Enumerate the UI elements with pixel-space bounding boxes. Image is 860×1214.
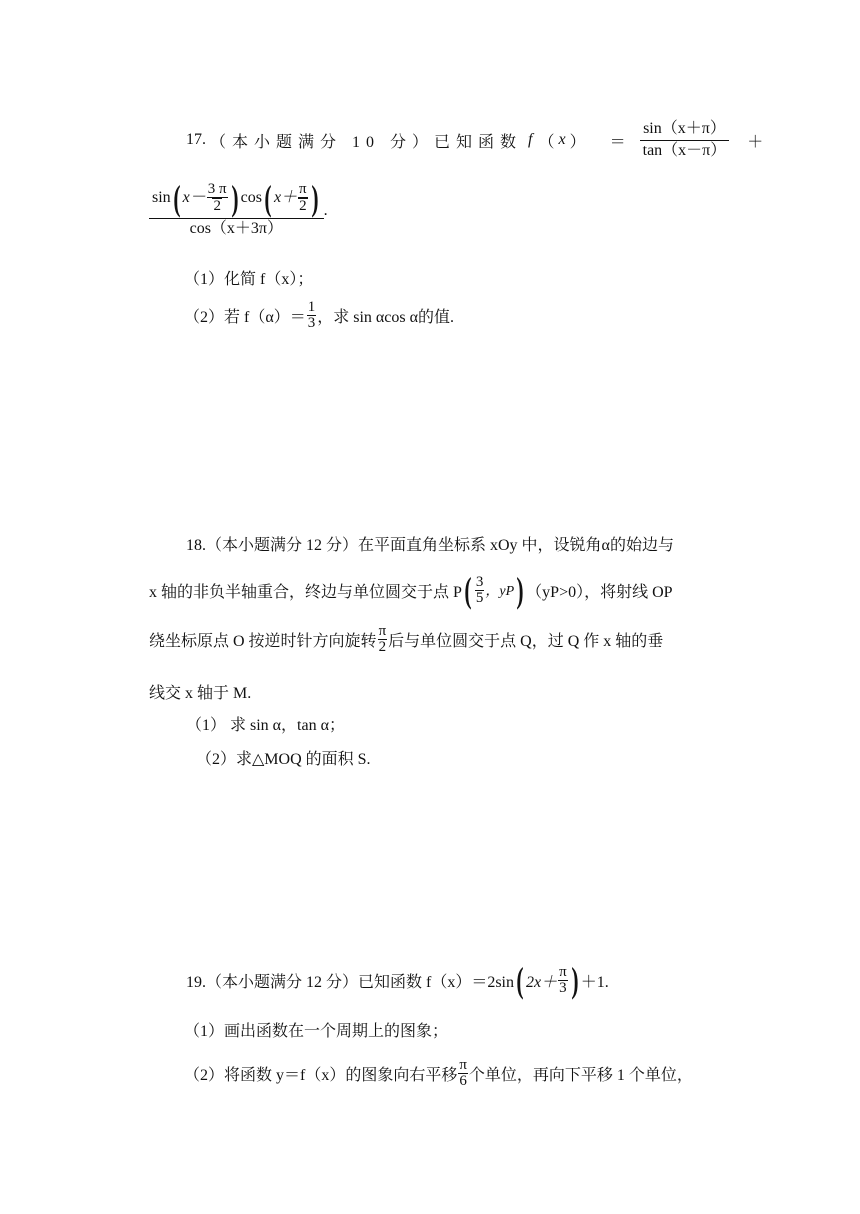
q17-close: ） (569, 133, 586, 151)
q17-fraction-2-denominator: cos（x＋3π） (149, 218, 324, 238)
q18-part2: （2）求△MOQ 的面积 S. (196, 751, 371, 768)
q19-arg-den: 3 (559, 979, 567, 996)
q17-period: . (323, 201, 328, 219)
q19-arg-fraction (558, 965, 568, 996)
q18-rotation-den: 2 (378, 639, 387, 655)
q17-line2 (149, 180, 328, 238)
q19-arg (514, 962, 581, 998)
q17-equals: ＝ (609, 133, 626, 151)
q18-line2-prefix: x 轴的非负半轴重合，终边与单位圆交于点 P (149, 583, 462, 601)
q17-fname: f (528, 131, 533, 148)
q19-part2 (184, 1058, 693, 1089)
q17-part2-den: 3 (307, 315, 316, 331)
q18-line2 (149, 572, 673, 608)
q18-point-p-y: ，yP (485, 584, 515, 599)
q17-sin: sin (152, 188, 171, 206)
q17-arg2 (262, 180, 321, 216)
q18-line2-suffix: （yP>0），将射线 OP (526, 583, 673, 601)
q18-point-p-den: 5 (475, 589, 484, 606)
q17-arg1-num: 3 π (207, 181, 227, 197)
q19-part2-suffix: 个单位，再向下平移 1 个单位， (468, 1067, 693, 1084)
q17-cos: cos (240, 188, 262, 206)
q17-arg1-x: ( x－ (182, 188, 206, 206)
q18-point-p-fraction (475, 575, 485, 606)
q17-arg2-fraction (298, 182, 308, 214)
q17-line1 (186, 118, 763, 162)
q17-fraction-2-numerator (149, 180, 324, 218)
q18-part1: （1） 求 sin α，tan α； (186, 717, 345, 734)
q19-part2-prefix: （2）将函数 y＝f（x）的图象向右平移 (184, 1067, 458, 1084)
q17-plus: ＋ (747, 133, 764, 151)
q18-rotation-fraction (378, 624, 388, 655)
q17-arg2-x: ( x＋ (273, 188, 298, 206)
q18-point-p-num: ( 3 (475, 573, 484, 590)
q17-fraction-2 (149, 180, 324, 238)
q17-open: （ (538, 133, 555, 151)
q19-part1: （1）画出函数在一个周期上的图象； (184, 1023, 449, 1040)
q17-heading: （本小题满分 10 分）已知函数 (210, 133, 523, 151)
q19-shift-num: π (459, 1057, 467, 1073)
q18-line3 (149, 624, 663, 655)
q18-line4: 线交 x 轴于 M. (149, 685, 252, 702)
q18-line1: 18.（本小题满分 12 分）在平面直角坐标系 xOy 中，设锐角α的始边与 (186, 537, 674, 554)
q18-line3-suffix: 后与单位圆交于点 Q，过 Q 作 x 轴的垂 (388, 633, 664, 650)
q17-arg2-den: 2 (299, 198, 307, 214)
q17-var: x (558, 131, 566, 148)
q17-part2-prefix: （2）若 f（α）＝ (184, 309, 306, 326)
q19-shift-fraction (458, 1058, 468, 1089)
q19-arg-num: π (559, 963, 567, 980)
q18-point-p (462, 572, 526, 608)
q17-fraction-1-numerator: sin（x＋π） (643, 119, 726, 137)
q19-arg-x: ( 2x＋ (526, 973, 558, 991)
q18-line3-prefix: 绕坐标原点 O 按逆时针方向旋转 (149, 633, 377, 650)
q17-number: 17. (186, 131, 206, 148)
q17-part2-num: 1 (307, 299, 316, 315)
q19-line1-suffix: ＋1. (580, 973, 609, 991)
q17-fraction-1 (640, 121, 730, 160)
q17-arg1-fraction (207, 182, 228, 214)
q17-part2-suffix: ，求 sin αcos α的值. (317, 309, 454, 326)
q17-part2-fraction (307, 300, 317, 331)
q17-arg1-den: 2 (213, 198, 221, 214)
q17-fraction-1-denominator: tan（x－π） (640, 140, 730, 160)
q19-line1 (186, 962, 609, 998)
q17-part2 (184, 300, 454, 331)
q17-arg2-num: π (299, 181, 307, 197)
q17-part1: （1）化简 f（x）； (184, 271, 314, 288)
q17-arg1 (171, 180, 241, 216)
q19-shift-den: 6 (459, 1073, 467, 1089)
q19-line1-prefix: 19.（本小题满分 12 分）已知函数 f（x）＝2sin (186, 973, 515, 991)
q18-rotation-num: π (378, 623, 387, 639)
